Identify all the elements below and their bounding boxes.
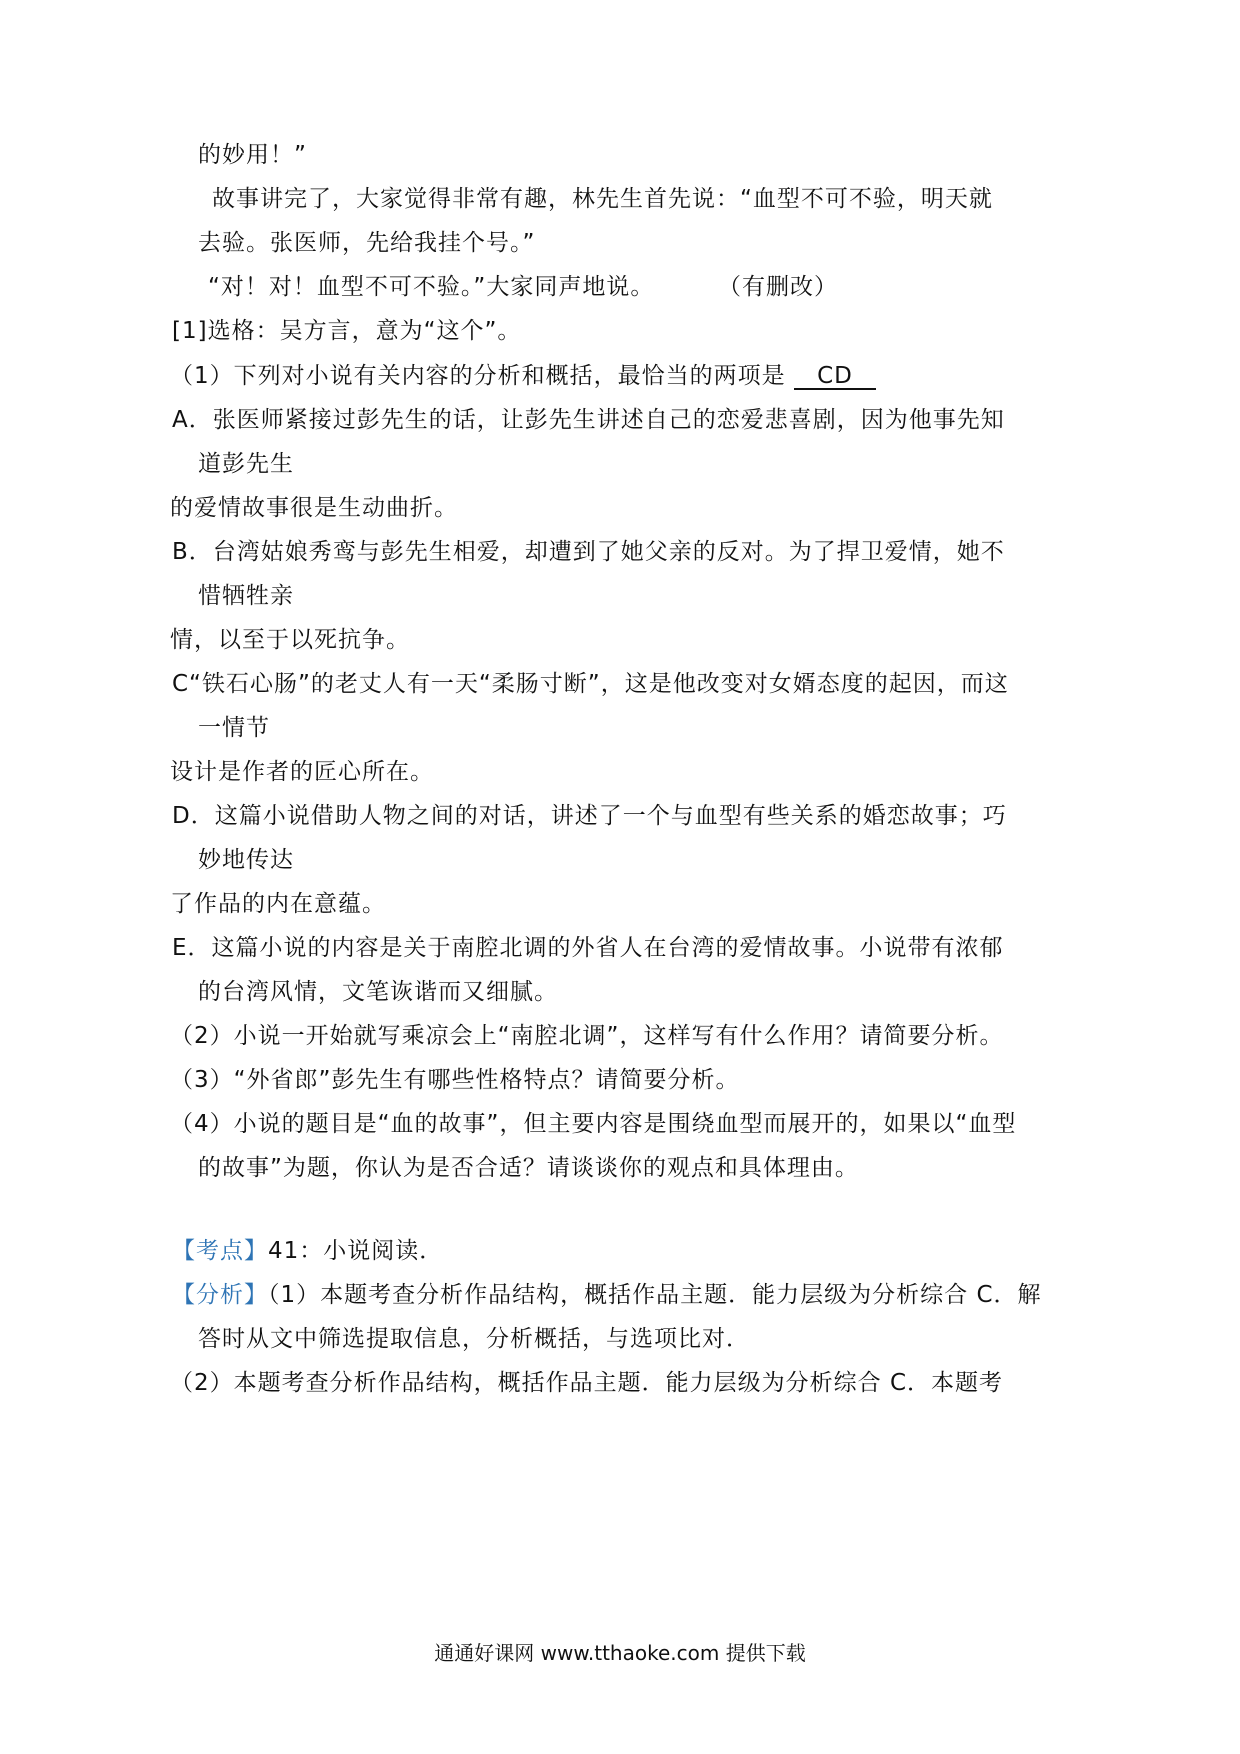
question-1-prompt: （1）下列对小说有关内容的分析和概括，最恰当的两项是	[170, 363, 786, 389]
option-d: D．这篇小说借助人物之间的对话，讲述了一个与血型有些关系的婚恋故事；巧	[172, 803, 1007, 829]
option-d-continuation: 了作品的内在意蕴。	[170, 891, 386, 917]
question-4: （4）小说的题目是“血的故事”，但主要内容是围绕血型而展开的，如果以“血型	[170, 1111, 1017, 1137]
question-3: （3）“外省郎”彭先生有哪些性格特点？请简要分析。	[170, 1067, 740, 1093]
option-b: B．台湾姑娘秀鸾与彭先生相爱，却遭到了她父亲的反对。为了捍卫爱情，她不	[172, 539, 1005, 565]
kaodian-label: 【考点】	[172, 1238, 268, 1264]
option-b-continuation: 情，以至于以死抗争。	[170, 627, 410, 653]
option-a-continuation: 的爱情故事很是生动曲折。	[170, 495, 458, 521]
story-line: “对！对！血型不可不验。”大家同声地说。	[208, 274, 655, 300]
footnote: [1]选格：吴方言，意为“这个”。	[172, 318, 522, 344]
revision-note: （有删改）	[718, 274, 838, 300]
option-e-continuation: 的台湾风情，文笔诙谐而又细腻。	[198, 979, 558, 1005]
kaodian-section	[172, 1236, 443, 1266]
fenxi-text: （1）本题考查分析作品结构，概括作品主题．能力层级为分析综合 C．解	[268, 1282, 1042, 1308]
fenxi-label: 【分析】	[172, 1282, 268, 1308]
answer-blank: CD	[794, 364, 876, 390]
story-line: 去验。张医师，先给我挂个号。”	[198, 230, 536, 256]
option-a: A．张医师紧接过彭先生的话，让彭先生讲述自己的恋爱悲喜剧，因为他事先知	[172, 407, 1005, 433]
question-2: （2）小说一开始就写乘凉会上“南腔北调”，这样写有什么作用？请简要分析。	[170, 1023, 1004, 1049]
fenxi-line: （2）本题考查分析作品结构，概括作品主题．能力层级为分析综合 C．本题考	[170, 1370, 1004, 1396]
question-1	[170, 361, 876, 391]
option-c: C“铁石心肠”的老丈人有一天“柔肠寸断”，这是他改变对女婿态度的起因，而这	[172, 671, 1009, 697]
option-a-continuation: 道彭先生	[198, 451, 294, 477]
option-c-continuation: 设计是作者的匠心所在。	[170, 759, 434, 785]
question-4-continuation: 的故事”为题，你认为是否合适？请谈谈你的观点和具体理由。	[198, 1155, 859, 1181]
fenxi-continuation: 答时从文中筛选提取信息，分析概括，与选项比对．	[198, 1326, 750, 1352]
option-c-continuation: 一情节	[198, 715, 270, 741]
page-footer: 通通好课网 www.tthaoke.com 提供下载	[434, 1641, 806, 1665]
story-line: 的妙用！”	[198, 142, 307, 168]
kaodian-text: 41：小说阅读．	[268, 1238, 444, 1264]
option-d-continuation: 妙地传达	[198, 847, 294, 873]
option-b-continuation: 惜牺牲亲	[198, 583, 294, 609]
option-e: E．这篇小说的内容是关于南腔北调的外省人在台湾的爱情故事。小说带有浓郁	[172, 935, 1004, 961]
fenxi-section	[172, 1280, 1042, 1310]
story-line: 故事讲完了，大家觉得非常有趣，林先生首先说：“血型不可不验，明天就	[212, 186, 993, 212]
